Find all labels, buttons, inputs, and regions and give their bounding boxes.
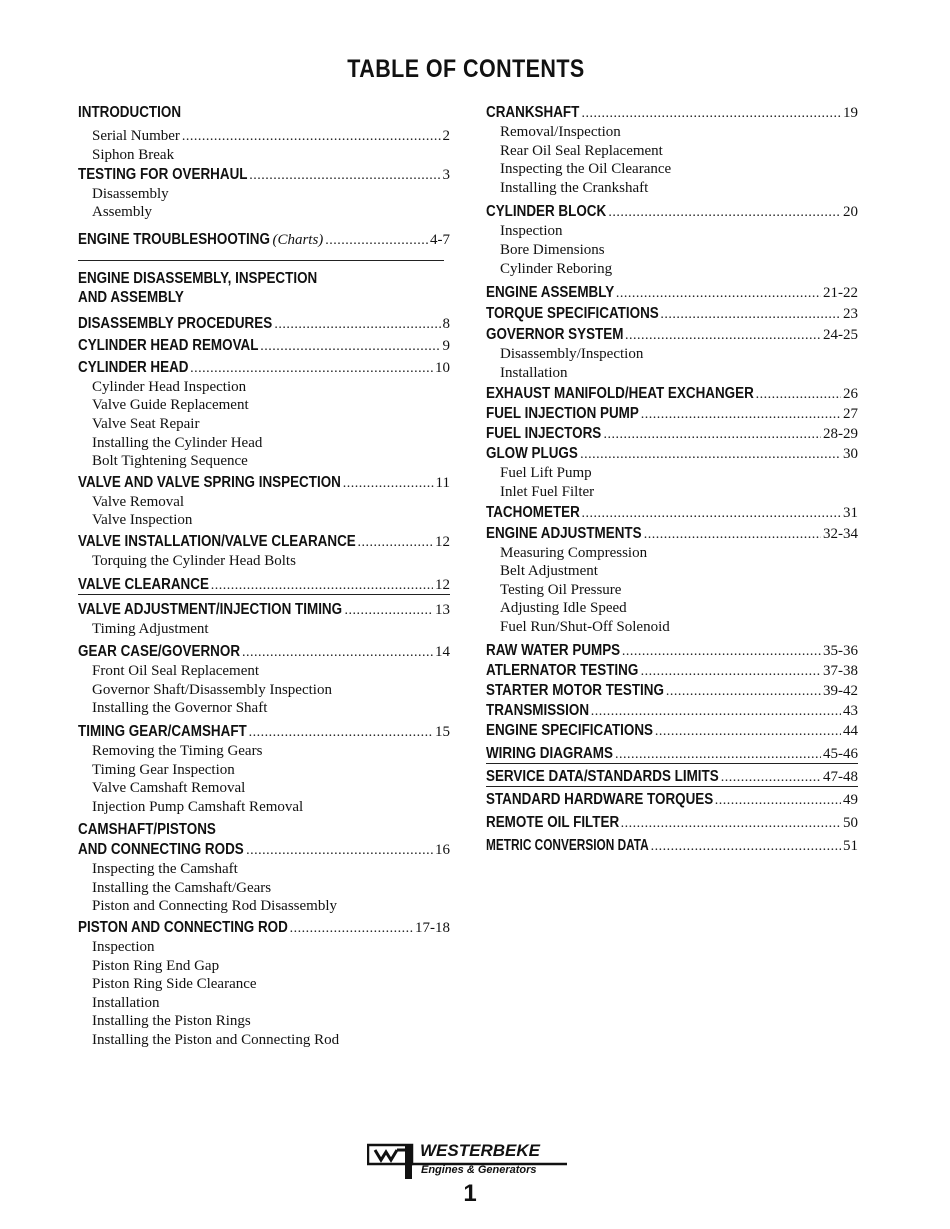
toc-heading: VALVE INSTALLATION/VALVE CLEARANCE (78, 532, 356, 550)
toc-page: 24-25 (823, 327, 858, 344)
toc-subentry: Bore Dimensions (500, 241, 605, 258)
leader-dots (211, 576, 433, 596)
toc-heading: VALVE CLEARANCE (78, 575, 209, 593)
leader-dots (660, 305, 841, 325)
toc-entry[interactable] (78, 600, 450, 639)
toc-page: 12 (435, 533, 450, 550)
toc-page: 8 (442, 315, 450, 332)
toc-subentry: Bolt Tightening Sequence (92, 453, 248, 470)
toc-heading: CYLINDER HEAD REMOVAL (78, 336, 259, 354)
toc-entries (78, 314, 450, 1050)
toc-heading: WIRING DIAGRAMS (486, 744, 613, 762)
toc-heading: CYLINDER BLOCK (486, 203, 607, 221)
toc-subentry: Cylinder Reboring (500, 260, 613, 277)
toc-page: 2 (442, 128, 450, 144)
toc-subentry: Valve Seat Repair (92, 415, 200, 432)
toc-entry[interactable] (486, 304, 858, 324)
toc-heading: STARTER MOTOR TESTING (486, 681, 664, 699)
toc-heading: SERVICE DATA/STANDARDS LIMITS (486, 767, 719, 785)
toc-subentry: Installing the Piston and Connecting Rod (92, 1032, 340, 1049)
section-heading-line: AND ASSEMBLY (78, 288, 184, 306)
leader-dots (641, 662, 821, 682)
toc-heading: FUEL INJECTORS (486, 425, 602, 443)
leader-dots (721, 768, 821, 788)
toc-entry[interactable] (78, 918, 450, 1050)
toc-subentry: Injection Pump Camshaft Removal (92, 798, 304, 815)
toc-page: 14 (435, 644, 450, 661)
toc-subentry: Piston and Connecting Rod Disassembly (92, 898, 337, 915)
toc-subentry: Valve Camshaft Removal (92, 780, 246, 797)
toc-subentry: Disassembly (92, 185, 169, 202)
toc-page: 27 (843, 406, 858, 423)
toc-entry[interactable] (486, 283, 858, 303)
toc-page: 44 (843, 722, 858, 739)
leader-dots (603, 425, 821, 445)
toc-page: 9 (442, 337, 450, 354)
toc-entry[interactable] (486, 744, 858, 764)
toc-entry[interactable] (78, 230, 450, 250)
toc-page: 35-36 (823, 642, 858, 659)
toc-entries (486, 103, 858, 856)
toc-entry[interactable] (486, 721, 858, 741)
leader-dots (274, 315, 440, 335)
toc-subentry: Cylinder Head Inspection (92, 378, 247, 395)
toc-page: 3 (442, 166, 450, 183)
toc-heading: GEAR CASE/GOVERNOR (78, 643, 241, 661)
leader-dots (344, 601, 433, 621)
toc-page: 28-29 (823, 426, 858, 443)
toc-subentry: Siphon Break (92, 147, 175, 163)
leader-dots (357, 533, 433, 553)
leader-dots (655, 722, 841, 742)
toc-subentry: Rear Oil Seal Replacement (500, 142, 663, 159)
leader-dots (325, 231, 428, 251)
leader-dots (581, 104, 841, 124)
toc-subentry: Testing Oil Pressure (500, 581, 622, 598)
toc-heading: TIMING GEAR/CAMSHAFT (78, 722, 247, 740)
toc-subentry: Fuel Lift Pump (500, 465, 592, 482)
toc-entry[interactable] (78, 358, 450, 471)
toc-page: 15 (435, 723, 450, 740)
toc-page: 23 (843, 306, 858, 323)
toc-entry[interactable] (486, 701, 858, 721)
brand-tagline: Engines & Generators (421, 1164, 537, 1176)
toc-heading: RAW WATER PUMPS (486, 641, 621, 659)
toc-entry[interactable] (486, 661, 858, 681)
toc-heading: CAMSHAFT/PISTONS (78, 821, 216, 839)
toc-page: 39-42 (823, 682, 858, 699)
toc-page: 47-48 (823, 768, 858, 785)
toc-subentry: Adjusting Idle Speed (500, 600, 627, 617)
toc-heading: FUEL INJECTION PUMP (486, 405, 639, 423)
toc-page: 43 (843, 702, 858, 719)
leader-dots (666, 682, 821, 702)
leader-dots (182, 127, 441, 147)
toc-page: 45-46 (823, 745, 858, 762)
leader-dots (580, 445, 841, 465)
toc-entry[interactable] (78, 165, 450, 185)
toc-page: 20 (843, 204, 858, 221)
toc-entry[interactable] (78, 642, 450, 718)
toc-entry[interactable] (486, 503, 858, 523)
toc-page: 12 (435, 576, 450, 593)
toc-heading: TORQUE SPECIFICATIONS (486, 305, 659, 323)
toc-heading: ENGINE SPECIFICATIONS (486, 721, 654, 739)
toc-subentry: Inspecting the Camshaft (92, 861, 238, 878)
toc-entry[interactable] (486, 641, 858, 661)
toc-page: 26 (843, 386, 858, 403)
toc-page: 32-34 (823, 525, 858, 542)
toc-page: 49 (843, 791, 858, 808)
toc-page: 51 (843, 837, 858, 854)
toc-entry[interactable] (486, 202, 858, 278)
toc-page: 11 (435, 474, 450, 491)
leader-dots (641, 405, 841, 425)
toc-subentry: Valve Guide Replacement (92, 397, 249, 414)
toc-heading: ENGINE ASSEMBLY (486, 284, 615, 302)
toc-left-column (78, 103, 450, 1050)
toc-subentry: Timing Gear Inspection (92, 761, 235, 778)
leader-dots (246, 841, 433, 861)
toc-page: 37-38 (823, 662, 858, 679)
toc-subentry: Fuel Run/Shut-Off Solenoid (500, 618, 670, 635)
toc-page: 21-22 (823, 285, 858, 302)
leader-dots (260, 337, 440, 357)
toc-subentry: Assembly (92, 204, 152, 221)
toc-subentry: Inspecting the Oil Clearance (500, 161, 672, 178)
leader-dots (591, 702, 841, 722)
toc-subentry: Piston Ring End Gap (92, 957, 220, 974)
toc-entry[interactable] (78, 103, 450, 123)
toc-subentry: Removal/Inspection (500, 124, 621, 140)
toc-heading: CYLINDER HEAD (78, 358, 189, 376)
toc-heading: TACHOMETER (486, 503, 580, 521)
toc-subentry: Inspection (92, 939, 155, 956)
toc-heading: ATLERNATOR TESTING (486, 661, 639, 679)
leader-dots (651, 837, 841, 857)
toc-subentry: Valve Removal (92, 493, 185, 510)
toc-entry[interactable] (486, 681, 858, 701)
toc-page: 19 (843, 105, 858, 121)
toc-entry[interactable] (78, 575, 450, 595)
toc-subentry: Installing the Governor Shaft (92, 700, 268, 717)
toc-heading: AND CONNECTING RODS (78, 841, 244, 859)
toc-entry[interactable] (78, 473, 450, 530)
toc-subentry: Valve Inspection (92, 512, 193, 529)
toc-heading: PISTON AND CONNECTING ROD (78, 919, 288, 937)
toc-page: 16 (435, 842, 450, 859)
toc-heading: METRIC CONVERSION DATA (486, 836, 649, 854)
leader-dots (756, 385, 841, 405)
toc-entry[interactable] (78, 314, 450, 334)
toc-subentry: Governor Shaft/Disassembly Inspection (92, 681, 332, 698)
toc-page: 17-18 (415, 920, 450, 937)
leader-dots (608, 203, 841, 223)
toc-subentry: Piston Ring Side Clearance (92, 976, 257, 993)
toc-entry[interactable] (78, 722, 450, 816)
toc-heading: VALVE AND VALVE SPRING INSPECTION (78, 473, 341, 491)
toc-entry[interactable] (486, 836, 858, 856)
toc-entry[interactable] (486, 813, 858, 833)
toc-entry[interactable] (486, 767, 858, 787)
toc-heading: INTRODUCTION (78, 104, 182, 121)
leader-dots (622, 642, 821, 662)
leader-dots (190, 359, 433, 379)
toc-heading: TRANSMISSION (486, 701, 590, 719)
toc-subentry: Removing the Timing Gears (92, 742, 263, 759)
toc-heading: CRANKSHAFT (486, 104, 580, 121)
section-heading-line: ENGINE DISASSEMBLY, INSPECTION (78, 269, 318, 287)
toc-heading: GLOW PLUGS (486, 445, 578, 463)
leader-dots (616, 284, 821, 304)
toc-entry[interactable] (486, 325, 858, 382)
leader-dots (343, 474, 434, 494)
toc-subentry: Belt Adjustment (500, 563, 598, 580)
leader-dots (644, 525, 821, 545)
toc-page: 31 (843, 504, 858, 521)
toc-page: 30 (843, 446, 858, 463)
toc-subentry: Installing the Piston Rings (92, 1013, 251, 1030)
section-divider (78, 260, 444, 261)
leader-dots (582, 504, 841, 524)
page-number: 1 (463, 1180, 477, 1207)
brand-name: WESTERBEKE (420, 1141, 540, 1160)
toc-subentry: Installation (92, 994, 160, 1011)
leader-dots (290, 919, 413, 939)
toc-entry[interactable] (78, 820, 450, 916)
toc-entry[interactable] (486, 790, 858, 810)
toc-entry[interactable] (486, 404, 858, 424)
toc-subentry: Installing the Camshaft/Gears (92, 879, 272, 896)
page-title: TABLE OF CONTENTS (347, 55, 585, 83)
toc-subentry: Inspection (500, 223, 563, 240)
toc-subentry: Serial Number (92, 128, 180, 144)
leader-dots (242, 643, 433, 663)
toc-heading: DISASSEMBLY PROCEDURES (78, 314, 273, 332)
leader-dots (249, 166, 440, 186)
leader-dots (621, 814, 841, 834)
toc-heading: ENGINE ADJUSTMENTS (486, 524, 642, 542)
toc-page: 13 (435, 601, 450, 618)
toc-entry[interactable] (486, 524, 858, 637)
toc-entry[interactable] (486, 444, 858, 501)
toc-subentry: Disassembly/Inspection (500, 346, 644, 363)
toc-entry[interactable] (486, 424, 858, 444)
leader-dots (715, 791, 841, 811)
toc-entry[interactable] (486, 103, 858, 197)
toc-heading: REMOTE OIL FILTER (486, 813, 620, 831)
toc-subentry: Measuring Compression (500, 544, 648, 561)
toc-subentry: Timing Adjustment (92, 620, 209, 637)
toc-page: 4-7 (430, 231, 450, 248)
toc-heading: VALVE ADJUSTMENT/INJECTION TIMING (78, 600, 343, 618)
toc-heading: TESTING FOR OVERHAUL (78, 165, 248, 183)
toc-subentry: Installation (500, 364, 568, 381)
toc-entry[interactable] (78, 532, 450, 571)
leader-dots (625, 326, 821, 346)
toc-subentry: Installing the Crankshaft (500, 179, 649, 196)
toc-heading: ENGINE TROUBLESHOOTING (78, 230, 270, 248)
section-heading (78, 269, 450, 307)
toc-subentry: Installing the Cylinder Head (92, 434, 263, 451)
toc-entry[interactable] (486, 384, 858, 404)
toc-subentry: Torquing the Cylinder Head Bolts (92, 552, 296, 569)
toc-entry[interactable] (78, 126, 450, 146)
toc-page: 50 (843, 814, 858, 831)
toc-heading: EXHAUST MANIFOLD/HEAT EXCHANGER (486, 385, 754, 403)
toc-subentry: Front Oil Seal Replacement (92, 663, 260, 680)
toc-right-column (486, 103, 858, 856)
toc-heading: STANDARD HARDWARE TORQUES (486, 790, 714, 808)
toc-heading: GOVERNOR SYSTEM (486, 326, 624, 344)
leader-dots (249, 723, 433, 743)
toc-subentry: Inlet Fuel Filter (500, 483, 595, 500)
leader-dots (615, 745, 821, 765)
toc-heading-suffix: (Charts) (272, 231, 324, 248)
toc-entry[interactable] (78, 336, 450, 356)
toc-page: 10 (435, 359, 450, 376)
